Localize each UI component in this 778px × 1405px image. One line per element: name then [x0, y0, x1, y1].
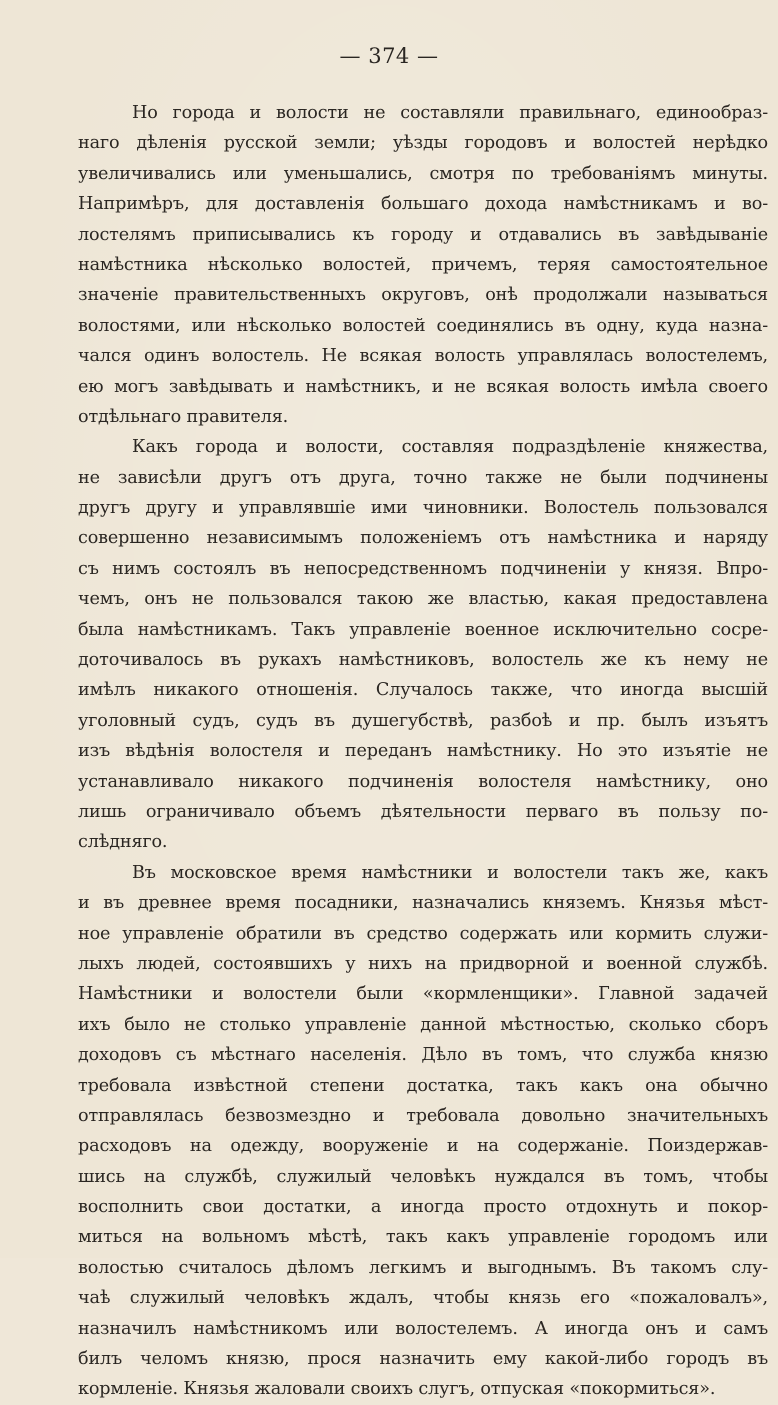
text-line: отправлялась безвозмездно и требовала довольно значительныхъ [78, 1105, 768, 1126]
text-line: имѣлъ никакого отношенія. Случалось также, что иногда высшій [78, 680, 768, 701]
text-line: чался одинъ волостель. Не всякая волость управлялась волостелемъ, [78, 346, 768, 367]
text-line: наго дѣленія русской земли; уѣзды городовъ и волостей нерѣдко [78, 133, 768, 154]
text-line: ею могъ завѣдывать и намѣстникъ, и не всякая волость имѣла своего [78, 376, 768, 397]
text-line: требовала извѣстной степени достатка, такъ какъ она обычно [78, 1075, 768, 1096]
text-line: ное управленіе обратили въ средство содержать или кормить служи- [78, 923, 768, 944]
text-line: лостелямъ приписывались къ городу и отдавались въ завѣдываніе [78, 224, 768, 245]
text-line: Намѣстники и волостели были «кормленщики». Главной задачей [78, 984, 768, 1005]
text-line: намѣстника нѣсколько волостей, причемъ, теряя самостоятельное [78, 254, 768, 275]
text-line: уголовный судъ, судъ въ душегубствѣ, разбоѣ и пр. былъ изъятъ [78, 710, 768, 731]
text-line: значеніе правительственныхъ округовъ, онѣ продолжали называться [78, 285, 768, 306]
text-line: устанавливало никакого подчиненія волостеля намѣстнику, оно [78, 771, 768, 792]
text-line: чаѣ служилый человѣкъ ждалъ, чтобы князь его «пожаловалъ», [78, 1288, 768, 1309]
text-line: доточивалось въ рукахъ намѣстниковъ, волостель же къ нему не [78, 650, 768, 671]
text-line: Но города и волости не составляли правильнаго, единообраз- [132, 103, 768, 123]
text-line: не зависѣли другъ отъ друга, точно также не были подчинены [78, 467, 768, 488]
page-number: — 374 — [339, 44, 439, 68]
text-line: отдѣльнаго правителя. [78, 406, 289, 427]
text-line: ихъ было не столько управленіе данной мѣстностью, сколько сборъ [78, 1014, 768, 1035]
text-line: Какъ города и волости, составляя подраздѣленіе княжества, [132, 437, 768, 458]
body-text [78, 98, 768, 1405]
text-line: восполнить свои достатки, а иногда просто отдохнуть и покор- [78, 1197, 768, 1218]
text-line: волостями, или нѣсколько волостей соединялись въ одну, куда назна- [78, 315, 768, 336]
text-line: и въ древнее время посадники, назначались княземъ. Князья мѣст- [78, 893, 768, 914]
text-line: лыхъ людей, состоявшихъ у нихъ на придворной и военной службѣ. [78, 953, 768, 974]
text-line: изъ вѣдѣнія волостеля и переданъ намѣстнику. Но это изъятіе не [78, 741, 768, 762]
text-line: другъ другу и управлявшіе ими чиновники. Волостель пользовался [78, 498, 768, 519]
text-line: чемъ, онъ не пользовался такою же властью, какая предоставлена [78, 589, 768, 610]
text-line: съ нимъ состоялъ въ непосредственномъ подчиненіи у князя. Впро- [78, 558, 768, 579]
text-line: была намѣстникамъ. Такъ управленіе военное исключительно сосре- [78, 619, 768, 640]
text-line: расходовъ на одежду, вооруженіе и на содержаніе. Поиздержав- [78, 1136, 768, 1157]
text-line: билъ челомъ князю, прося назначить ему какой-либо городъ въ [78, 1349, 768, 1370]
text-line: назначилъ намѣстникомъ или волостелемъ. А иногда онъ и самъ [78, 1318, 768, 1339]
text-line: шись на службѣ, служилый человѣкъ нуждался въ томъ, чтобы [78, 1166, 768, 1187]
text-line: увеличивались или уменьшались, смотря по требованіямъ минуты. [78, 163, 768, 184]
text-line: Въ московское время намѣстники и волостели такъ же, какъ [132, 862, 768, 883]
text-line: лишь ограничивало объемъ дѣятельности перваго въ пользу по- [78, 801, 768, 822]
text-line: кормленіе. Князья жаловали своихъ слугъ, отпуская «покормиться». [78, 1379, 716, 1400]
text-line: миться на вольномъ мѣстѣ, такъ какъ управленіе городомъ или [78, 1227, 768, 1248]
text-line: Напримѣръ, для доставленія большаго дохода намѣстникамъ и во- [78, 194, 768, 215]
text-line: слѣдняго. [78, 832, 168, 853]
text-line: волостью считалось дѣломъ легкимъ и выгоднымъ. Въ такомъ слу- [78, 1257, 768, 1278]
text-line: совершенно независимымъ положеніемъ отъ намѣстника и наряду [78, 528, 768, 549]
text-line: доходовъ съ мѣстнаго населенія. Дѣло въ томъ, что служба князю [78, 1045, 768, 1066]
